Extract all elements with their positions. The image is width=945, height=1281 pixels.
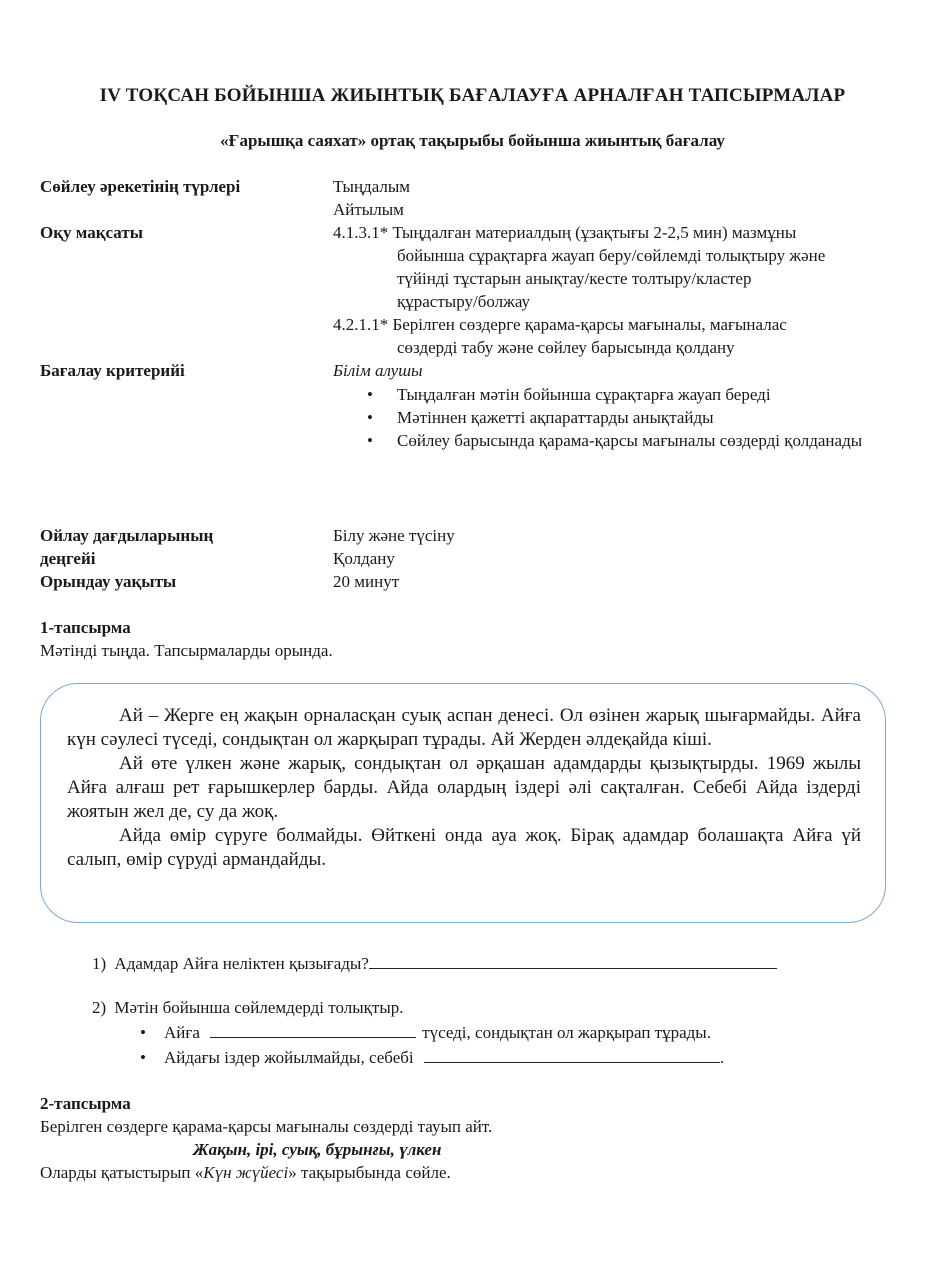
objective-1-line-4: құрастыру/болжау — [397, 292, 531, 311]
text-paragraph: Ай өте үлкен және жарық, сондықтан ол әрқашан адамдарды қызықтырды. 1969 жылы Айға алғаш рет ғарышкерлер барды. Айда олардың іздері әлі сақталған. Себебі Айда іздерді жоятын жел де, су да жоқ. — [67, 753, 861, 822]
task1-instruction: Мәтінді тыңда. Тапсырмаларды орында. — [40, 641, 333, 660]
objective-1-line-2: бойынша сұрақтарға жауап беру/сөйлемді толықтыру және — [397, 246, 826, 265]
thinking-level-label-2: деңгейі — [40, 549, 96, 568]
task2-closing: Оларды қатыстырып «Күн жүйесі» тақырыбында сөйле. — [40, 1163, 451, 1182]
time-label: Орындау уақыты — [40, 572, 177, 591]
text-paragraph: Ай – Жерге ең жақын орналасқан суық аспан денесі. Ол өзінен жарық шығармайды. Айға күн сәулесі түседі, сондықтан ол жарқырап тұрады. Ай Жерден әлдеқайда кіші. — [67, 705, 861, 750]
speech-type-speaking: Айтылым — [333, 200, 404, 219]
topic-name: Күн жүйесі — [203, 1163, 289, 1182]
text-paragraph: Айда өмір сүруге болмайды. Өйткені онда ауа жоқ. Бірақ адамдар болашақта Айға үй салып, өмір сүруді армандайды. — [67, 825, 861, 870]
bullet-icon: • — [140, 1048, 146, 1067]
question-2-item-1: • Айға түседі, сондықтан ол жарқырап тұрады. — [140, 1023, 711, 1042]
page-subtitle: «Ғарышқа саяхат» ортақ тақырыбы бойынша жиынтық бағалау — [220, 131, 725, 150]
task2-words: Жақын, ірі, суық, бұрынғы, үлкен — [193, 1140, 442, 1159]
reading-text-box — [40, 683, 886, 923]
criteria-list — [363, 383, 915, 452]
thinking-level-label-1: Ойлау дағдыларының — [40, 526, 214, 545]
criteria-item: • Мәтіннен қажетті ақпараттарды анықтайды — [367, 408, 714, 427]
objective-label: Оқу мақсаты — [40, 223, 143, 242]
criteria-label: Бағалау критерийі — [40, 361, 185, 380]
objective-2-line-2: сөздерді табу және сөйлеу барысында қолдану — [397, 338, 735, 357]
objective-2 — [333, 313, 913, 359]
criteria-item: • Тыңдалған мәтін бойынша сұрақтарға жауап береді — [367, 385, 771, 404]
objective-1-first-line: Тыңдалған материалдың (ұзақтығы 2-2,5 мин) мазмұны — [392, 223, 797, 242]
question-1-text: Адамдар Айға неліктен қызығады? — [114, 954, 369, 973]
page-title: IV ТОҚСАН БОЙЫНША ЖИЫНТЫҚ БАҒАЛАУҒА АРНАЛҒАН ТАПСЫРМАЛАР — [99, 85, 846, 106]
task2-heading: 2-тапсырма — [40, 1094, 131, 1113]
question-2-item-2: • Айдағы іздер жойылмайды, себебі . — [140, 1048, 725, 1067]
criteria-item: • Сөйлеу барысында қарама-қарсы мағыналы сөздерді қолданады — [367, 431, 863, 450]
question-1 — [92, 954, 777, 974]
objective-1 — [333, 221, 913, 313]
time-value: 20 минут — [333, 572, 400, 591]
speech-types-label: Сөйлеу әрекетінің түрлері — [40, 177, 241, 196]
question-2 — [92, 998, 404, 1018]
objective-1-code: 4.1.3.1* — [333, 223, 389, 242]
question-1-number: 1) — [92, 954, 107, 973]
bullet-icon: • — [367, 431, 373, 450]
thinking-level-1: Білу және түсіну — [333, 526, 455, 545]
objective-2-code: 4.2.1.1* — [333, 315, 389, 334]
bullet-icon: • — [140, 1023, 146, 1042]
objective-1-line-3: түйінді тұстарын анықтау/кесте толтыру/кластер — [397, 269, 752, 288]
task2-instruction: Берілген сөздерге қарама-қарсы мағыналы сөздерді тауып айт. — [40, 1117, 493, 1136]
task1-heading: 1-тапсырма — [40, 618, 131, 637]
question-2-text: Мәтін бойынша сөйлемдерді толықтыр. — [114, 998, 404, 1017]
speech-type-listening: Тыңдалым — [333, 177, 411, 196]
bullet-icon: • — [367, 408, 373, 427]
objective-2-first-line: Берілген сөздерге қарама-қарсы мағыналы, мағыналас — [392, 315, 787, 334]
question-2-number: 2) — [92, 998, 107, 1017]
answer-blank-2a[interactable] — [210, 1023, 416, 1038]
bullet-icon: • — [367, 385, 373, 404]
answer-line-1[interactable] — [369, 954, 777, 969]
answer-blank-2b[interactable] — [424, 1048, 720, 1063]
thinking-level-2: Қолдану — [333, 549, 395, 568]
criteria-intro: Білім алушы — [333, 361, 423, 380]
